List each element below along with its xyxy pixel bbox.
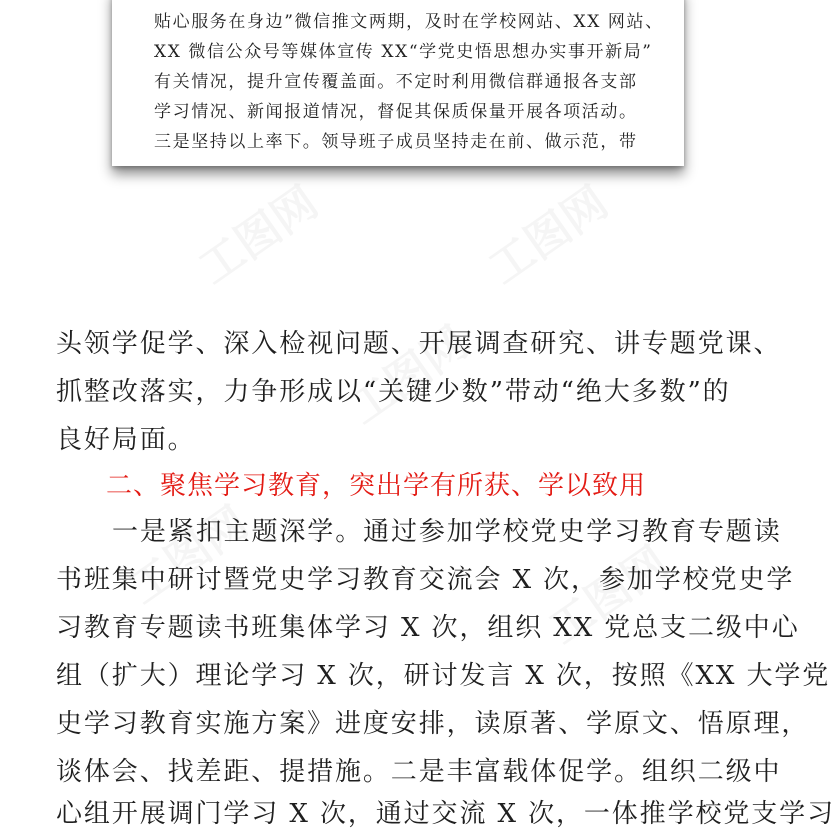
body-text-line: 组（扩大）理论学习 X 次，研讨发言 X 次，按照《XX 大学党 [56,661,831,691]
body-text-line: 史学习教育实施方案》进度安排，读原著、学原文、悟原理， [56,709,810,739]
watermark: 工图网 [539,536,678,655]
watermark: 工图网 [189,176,328,295]
section-heading: 二、聚焦学习教育，突出学有所获、学以致用 [106,471,647,501]
card-text-line: 有关情况，提升宣传覆盖面。不定时利用微信群通报各支部 [154,72,638,92]
watermark: 工图网 [119,496,258,615]
card-text-line: 学习情况、新闻报道情况，督促其保质保量开展各项活动。 [154,102,638,122]
body-text-line: 头领学促学、深入检视问题、开展调查研究、讲专题党课、 [56,329,782,359]
body-text-line: 良好局面。 [56,425,196,455]
body-text-line: 抓整改落实，力争形成以“关键少数”带动“绝大多数”的 [56,377,731,407]
card-text-line: 三是坚持以上率下。领导班子成员坚持走在前、做示范，带 [154,132,638,152]
watermark: 工图网 [479,176,618,295]
card-text-line: 贴心服务在身边”微信推文两期，及时在学校网站、XX 网站、 [154,12,664,32]
page-preview-card [112,0,684,166]
body-text-line: 书班集中研讨暨党史学习教育交流会 X 次，参加学校党史学 [56,565,795,595]
body-text-line: 谈体会、找差距、提措施。二是丰富载体促学。组织二级中 [56,757,782,787]
card-text-line: XX 微信公众号等媒体宣传 XX“学党史悟思想办实事开新局” [154,42,653,62]
body-text-line: 习教育专题读书班集体学习 X 次，组织 XX 党总支二级中心 [56,613,800,643]
watermark: 工图网 [339,316,478,435]
body-text-line: 一是紧扣主题深学。通过参加学校党史学习教育专题读 [112,517,782,547]
body-text-line: 心组开展调门学习 X 次，通过交流 X 次，一体推学校党支学习 [56,799,835,829]
